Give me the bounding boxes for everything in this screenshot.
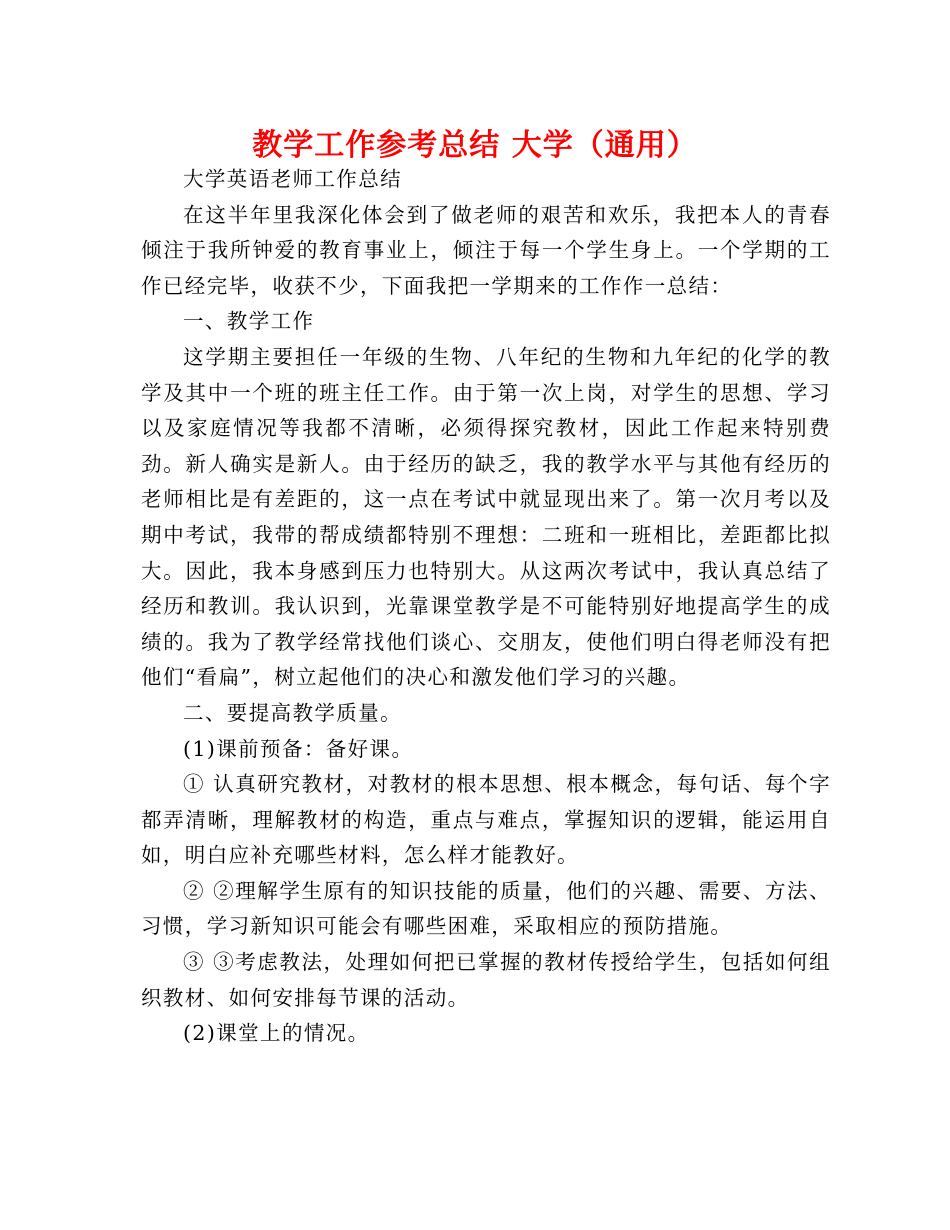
section-heading-quality: 二、要提高教学质量。 [183, 700, 402, 725]
list-item-3: ③ ③考虑教法，处理如何把已掌握的教材传授给学生，包括如何组织教材、如何安排每节课的活动。 [141, 950, 831, 1010]
subheading-classroom: (2)课堂上的情况。 [183, 1021, 370, 1046]
subheading-preparation: (1)课前预备：备好课。 [183, 736, 414, 761]
section-heading-teaching-work: 一、教学工作 [183, 309, 315, 334]
list-item-1: ① 认真研究教材，对教材的根本思想、根本概念，每句话、每个字都弄清晰，理解教材的构造，重点与难点，掌握知识的逻辑，能运用自如，明白应补充哪些材料，怎么样才能教好。 [141, 772, 831, 868]
document-title: 教学工作参考总结 大学（通用） [252, 128, 698, 163]
intro-paragraph: 在这半年里我深化体会到了做老师的艰苦和欢乐，我把本人的青春倾注于我所钟爱的教育事业上，倾注于每一个学生身上。一个学期的工作已经完毕，收获不少，下面我把一学期来的工作作一总结： [141, 202, 831, 298]
subtitle-paragraph: 大学英语老师工作总结 [183, 167, 402, 191]
document-body [141, 162, 831, 1052]
list-item-2: ② ②理解学生原有的知识技能的质量，他们的兴趣、需要、方法、习惯，学习新知识可能会有哪些困难，采取相应的预防措施。 [141, 878, 831, 939]
teaching-work-paragraph: 这学期主要担任一年级的生物、八年纪的生物和九年纪的化学的教学及其中一个班的班主任工作。由于第一次上岗，对学生的思想、学习以及家庭情况等我都不清晰，必须得探究教材，因此工作起来特别费劲。新人确实是新人。由于经历的缺乏，我的教学水平与其他有经历的老师相比是有差距的，这一点在考试中就显现出来了。第一次月考以及期中考试，我带的帮成绩都特别不理想：二班和一班相比，差距都比拟大。因此，我本身感到压力也特别大。从这两次考试中，我认真总结了经历和教训。我认识到，光靠课堂教学是不可能特别好地提高学生的成绩的。我为了教学经常找他们谈心、交朋友，使他们明白得老师没有把他们“看扁”，树立起他们的决心和激发他们学习的兴趣。 [141, 344, 831, 690]
